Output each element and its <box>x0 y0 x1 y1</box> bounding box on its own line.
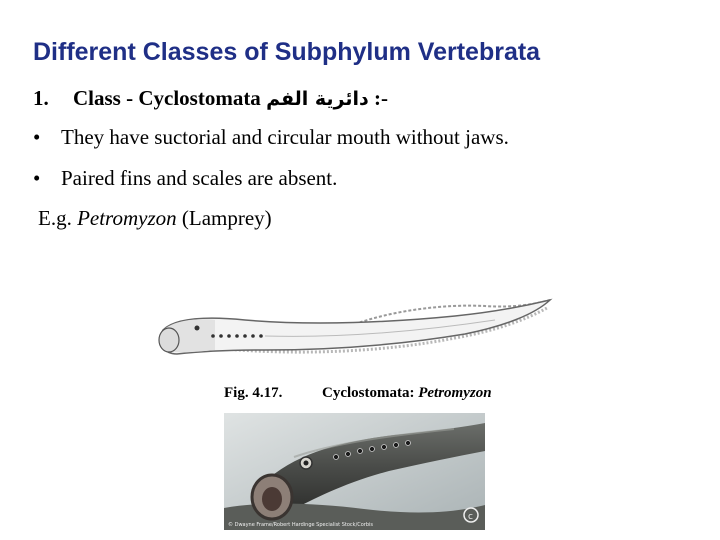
bullet-item <box>33 125 509 150</box>
figure-caption <box>224 385 492 402</box>
class-number: 1. <box>33 86 49 110</box>
example-prefix: E.g. <box>38 206 72 230</box>
photo-credit: © Dwayne Frame/Robert Hardinge Specialist Stock/Corbis <box>228 522 374 528</box>
example-line <box>38 206 272 231</box>
bullet-icon: • <box>33 166 41 190</box>
lamprey-drawing <box>155 296 555 374</box>
slide-title: Different Classes of Subphylum Vertebrata <box>33 38 541 66</box>
bullet-icon: • <box>33 125 41 149</box>
lamprey-photo <box>224 413 485 530</box>
bullet-text: They have suctorial and circular mouth without jaws. <box>61 125 509 149</box>
class-suffix: :- <box>374 86 389 110</box>
figure-text: Cyclostomata: <box>322 385 415 401</box>
class-label: Class - Cyclostomata <box>73 86 261 110</box>
arabic-term: دائرية الفم <box>266 88 369 110</box>
example-genus: Petromyzon <box>77 206 177 230</box>
class-heading <box>33 86 388 111</box>
figure-label: Fig. 4.17. <box>224 385 283 401</box>
figure-genus: Petromyzon <box>418 385 492 401</box>
svg-text:c: c <box>468 512 473 522</box>
bullet-text: Paired fins and scales are absent. <box>61 166 338 190</box>
example-common-name: (Lamprey) <box>181 206 272 230</box>
bullet-item <box>33 166 337 191</box>
